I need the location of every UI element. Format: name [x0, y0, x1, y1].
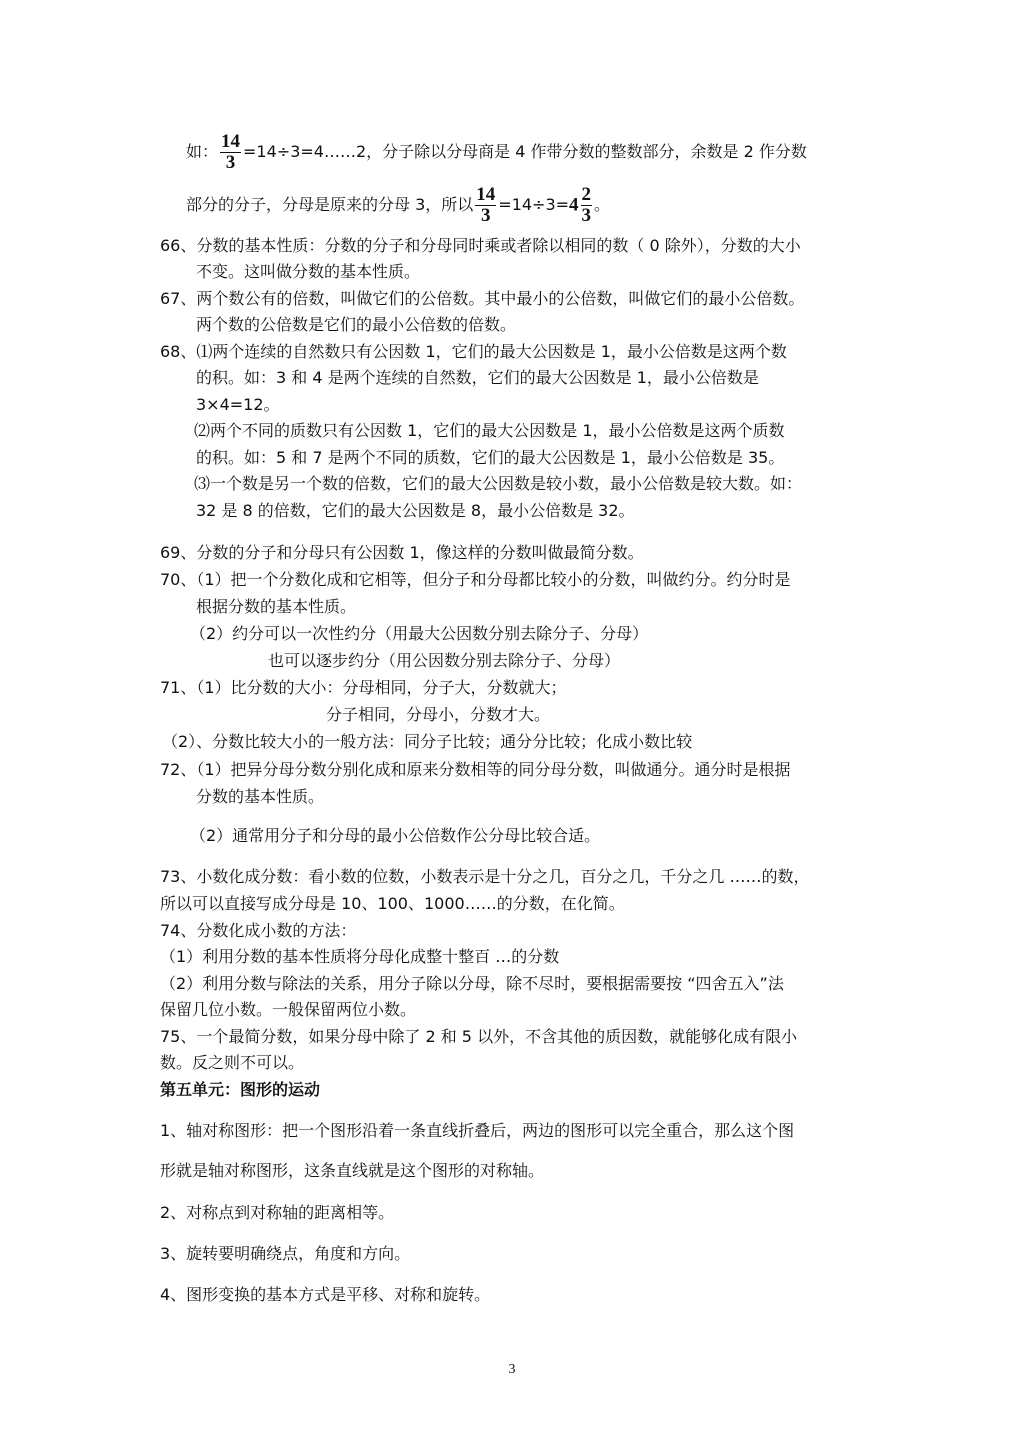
- item-74-line-2: （1）利用分数的基本性质将分母化成整十整百 …的分数: [160, 947, 560, 966]
- item-72-line-1: 72、（1）把异分母分数分别化成和原来分数相等的同分母分数，叫做通分。通分时是根据: [160, 760, 791, 779]
- item-72-line-3: （2）通常用分子和分母的最小公倍数作公分母比较合适。: [190, 826, 601, 845]
- fraction-denominator: 3: [481, 205, 491, 226]
- fraction-14-over-3: [220, 132, 241, 173]
- item-75-line-2: 数。反之则不可以。: [160, 1053, 305, 1072]
- section-item-4: 4、图形变换的基本方式是平移、对称和旋转。: [160, 1285, 491, 1304]
- mixed-whole: 4: [569, 194, 579, 216]
- item-68-line-4: ⑵两个不同的质数只有公因数 1，它们的最大公因数是 1，最小公倍数是这两个质数: [194, 421, 785, 440]
- item-68-line-1: 68、⑴两个连续的自然数只有公因数 1，它们的最大公因数是 1，最小公倍数是这两个数: [160, 342, 787, 361]
- section-heading: 第五单元：图形的运动: [160, 1080, 321, 1099]
- fraction-numerator: 2: [581, 184, 592, 205]
- item-74-line-3: （2）利用分数与除法的关系，用分子除以分母，除不尽时，要根据需要按 “四舍五入”法: [160, 974, 784, 993]
- item-70-line-4: 也可以逐步约分（用公因数分别去除分子、分母）: [268, 651, 621, 670]
- item-71-line-1: 71、（1）比分数的大小：分母相同，分子大，分数就大；: [160, 678, 567, 697]
- item-66-line-1: 66、分数的基本性质：分数的分子和分母同时乘或者除以相同的数（ 0 除外），分数的大小: [160, 236, 801, 255]
- item-67-line-2: 两个数的公倍数是它们的最小公倍数的倍数。: [196, 315, 517, 334]
- item-68-line-7: 32 是 8 的倍数，它们的最大公因数是 8，最小公倍数是 32。: [196, 501, 635, 520]
- example-line-1: [186, 128, 807, 176]
- page-number: 3: [508, 1362, 516, 1377]
- item-71-line-2: 分子相同，分母小，分数才大。: [326, 705, 551, 724]
- example-text: =14÷3=4……2，分子除以分母商是 4 作带分数的整数部分，余数是 2 作分数: [243, 142, 807, 161]
- item-74-line-1: 74、分数化成小数的方法：: [160, 921, 357, 940]
- item-68-line-5: 的积。如：5 和 7 是两个不同的质数，它们的最大公因数是 1，最小公倍数是 35。: [196, 448, 785, 467]
- section-item-2: 2、对称点到对称轴的距离相等。: [160, 1203, 395, 1222]
- item-72-line-2: 分数的基本性质。: [196, 787, 325, 806]
- fraction-denominator: 3: [581, 205, 592, 226]
- item-69-line-1: 69、分数的分子和分母只有公因数 1，像这样的分数叫做最简分数。: [160, 543, 644, 562]
- section-item-1-line-2: 形就是轴对称图形，这条直线就是这个图形的对称轴。: [160, 1161, 545, 1180]
- section-item-3: 3、旋转要明确绕点，角度和方向。: [160, 1244, 411, 1263]
- mixed-fraction: [581, 185, 593, 226]
- item-67-line-1: 67、两个数公有的倍数，叫做它们的公倍数。其中最小的公倍数，叫做它们的最小公倍数。: [160, 289, 805, 308]
- section-item-1-line-1: 1、轴对称图形：把一个图形沿着一条直线折叠后，两边的图形可以完全重合，那么这个图: [160, 1121, 795, 1140]
- item-70-line-1: 70、（1）把一个分数化成和它相等，但分子和分母都比较小的分数，叫做约分。约分时是: [160, 570, 791, 589]
- item-68-line-3: 3×4=12。: [196, 395, 280, 414]
- example-mid: =14÷3=: [498, 195, 570, 214]
- item-70-line-3: （2）约分可以一次性约分（用最大公因数分别去除分子、分母）: [190, 624, 649, 643]
- item-68-line-6: ⑶一个数是另一个数的倍数，它们的最大公因数是较小数，最小公倍数是较大数。如：: [194, 474, 803, 493]
- item-68-line-2: 的积。如：3 和 4 是两个连续的自然数，它们的最大公因数是 1，最小公倍数是: [196, 368, 759, 387]
- item-66-line-2: 不变。这叫做分数的基本性质。: [196, 262, 421, 281]
- fraction-numerator: 14: [476, 184, 496, 205]
- fraction-denominator: 3: [225, 152, 236, 173]
- item-73-line-1: 73、小数化成分数：看小数的位数，小数表示是十分之几，百分之几，千分之几 ……的数，: [160, 867, 810, 886]
- fraction-14-over-3: [475, 185, 496, 226]
- item-75-line-1: 75、一个最简分数，如果分母中除了 2 和 5 以外，不含其他的质因数，就能够化成有限小: [160, 1027, 798, 1046]
- example-prefix: 部分的分子，分母是原来的分母 3，所以: [186, 195, 474, 214]
- item-71-line-3: （2）、分数比较大小的一般方法：同分子比较；通分分比较；化成小数比较: [162, 732, 693, 751]
- example-prefix: 如：: [186, 142, 219, 161]
- item-74-line-4: 保留几位小数。一般保留两位小数。: [160, 1000, 417, 1019]
- example-line-2: [186, 181, 610, 230]
- example-suffix: 。: [594, 195, 611, 214]
- item-70-line-2: 根据分数的基本性质。: [196, 597, 357, 616]
- item-73-line-2: 所以可以直接写成分母是 10、100、1000……的分数，在化简。: [160, 894, 625, 913]
- fraction-numerator: 14: [221, 131, 241, 152]
